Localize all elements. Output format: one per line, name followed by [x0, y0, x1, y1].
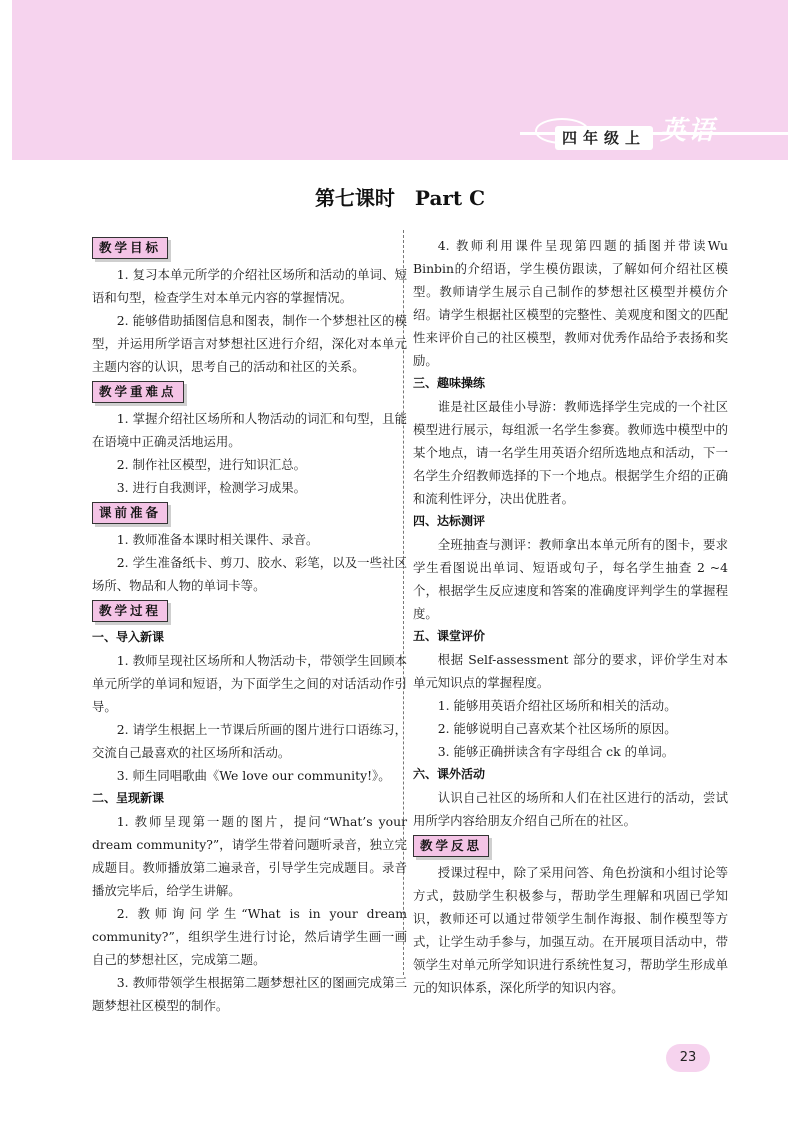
page-title: 第七课时 Part C: [314, 186, 486, 210]
right-column: [413, 234, 728, 999]
present-item: 1. 教师呈现第一题的图片，提问“What’s your dream community?”，请学生带着问题听录音，独立完成题目。教师播放第二遍录音，引导学生完成题目。录音播放完毕后，给学生讲解。: [92, 814, 407, 898]
badge-prep: 课前准备: [92, 502, 168, 524]
badge-process: 教学过程: [92, 600, 168, 622]
section-heading-present: 二、呈现新课: [92, 791, 165, 805]
section-heading-practice: 三、趣味操练: [413, 376, 486, 390]
section-heading-intro: 一、导入新课: [92, 630, 165, 644]
present-item: 4. 教师利用课件呈现第四题的插图并带读Wu Binbin的介绍语，学生模仿跟读，了解如何介绍社区模型。教师请学生展示自己制作的梦想社区模型并模仿介绍。请学生根据社区模型的完整性、美观度和图文的匹配性来评价自己的社区模型，教师对优秀作品给予表扬和奖励。: [413, 238, 728, 368]
keypoint-item: 3. 进行自我测评，检测学习成果。: [116, 480, 307, 495]
present-item: 2. 教师询问学生“What is in your dream community?”，组织学生进行讨论，然后请学生画一画自己的梦想社区，完成第二题。: [92, 906, 407, 967]
evaluation-item: 3. 能够正确拼读含有字母组合 ck 的单词。: [437, 744, 675, 759]
prep-item: 1. 教师准备本课时相关课件、录音。: [116, 532, 319, 547]
page-number: 23: [666, 1044, 710, 1072]
extracurricular-text: 认识自己社区的场所和人们在社区进行的活动，尝试用所学内容给朋友介绍自己所在的社区。: [413, 790, 728, 828]
reflection-text: 授课过程中，除了采用问答、角色扮演和小组讨论等方式，鼓励学生积极参与，帮助学生理解和巩固已学知识，教师还可以通过带领学生制作海报、制作模型等方式，让学生动手参与，加强互动。在开展项目活动中，带领学生对单元所学知识进行系统性复习，帮助学生形成单元的知识体系，深化所学的知识内容。: [413, 865, 728, 995]
keypoint-item: 1. 掌握介绍社区场所和人物活动的词汇和句型，且能在语境中正确灵活地运用。: [92, 411, 407, 449]
badge-goals: 教学目标: [92, 237, 168, 259]
left-column: [92, 234, 407, 1017]
evaluation-item: 2. 能够说明自己喜欢某个社区场所的原因。: [437, 721, 677, 736]
badge-reflection: 教学反思: [413, 835, 489, 857]
goal-item: 2. 能够借助插图信息和图表，制作一个梦想社区的模型，并运用所学语言对梦想社区进行介绍，深化对本单元主题内容的认识，思考自己的活动和社区的关系。: [92, 313, 407, 374]
present-item: 3. 教师带领学生根据第二题梦想社区的图画完成第三题梦想社区模型的制作。: [92, 975, 407, 1013]
intro-item: 3. 师生同唱歌曲《We love our community!》。: [116, 768, 391, 783]
intro-item: 1. 教师呈现社区场所和人物活动卡，带领学生回顾本单元所学的单词和短语，为下面学生之间的对话活动作引导。: [92, 653, 407, 714]
subject-logo: 英语: [660, 116, 717, 146]
goal-item: 1. 复习本单元所学的介绍社区场所和活动的单词、短语和句型，检查学生对本单元内容的掌握情况。: [92, 267, 407, 305]
section-heading-test: 四、达标测评: [413, 514, 486, 528]
badge-keypoints: 教学重难点: [92, 381, 184, 403]
keypoint-item: 2. 制作社区模型，进行知识汇总。: [116, 457, 307, 472]
section-heading-extracurricular: 六、课外活动: [413, 767, 486, 781]
evaluation-intro: 根据 Self-assessment 部分的要求，评价学生对本单元知识点的掌握程度。: [413, 652, 728, 690]
section-heading-evaluation: 五、课堂评价: [413, 629, 486, 643]
test-text: 全班抽查与测评：教师拿出本单元所有的图卡，要求学生看图说出单词、短语或句子，每名学生抽查 2 ~4 个，根据学生反应速度和答案的准确度评判学生的掌握程度。: [413, 537, 728, 621]
prep-item: 2. 学生准备纸卡、剪刀、胶水、彩笔，以及一些社区场所、物品和人物的单词卡等。: [92, 555, 407, 593]
practice-text: 谁是社区最佳小导游：教师选择学生完成的一个社区模型进行展示，每组派一名学生参赛。教师选中模型中的某个地点，请一名学生用英语介绍所选地点和活动，下一名学生介绍教师选择的下一个地点。根据学生介绍的正确和流利性评分，决出优胜者。: [413, 399, 728, 506]
intro-item: 2. 请学生根据上一节课后所画的图片进行口语练习，交流自己最喜欢的社区场所和活动。: [92, 722, 407, 760]
grade-label: 四年级上: [555, 126, 653, 150]
evaluation-item: 1. 能够用英语介绍社区场所和相关的活动。: [437, 698, 677, 713]
